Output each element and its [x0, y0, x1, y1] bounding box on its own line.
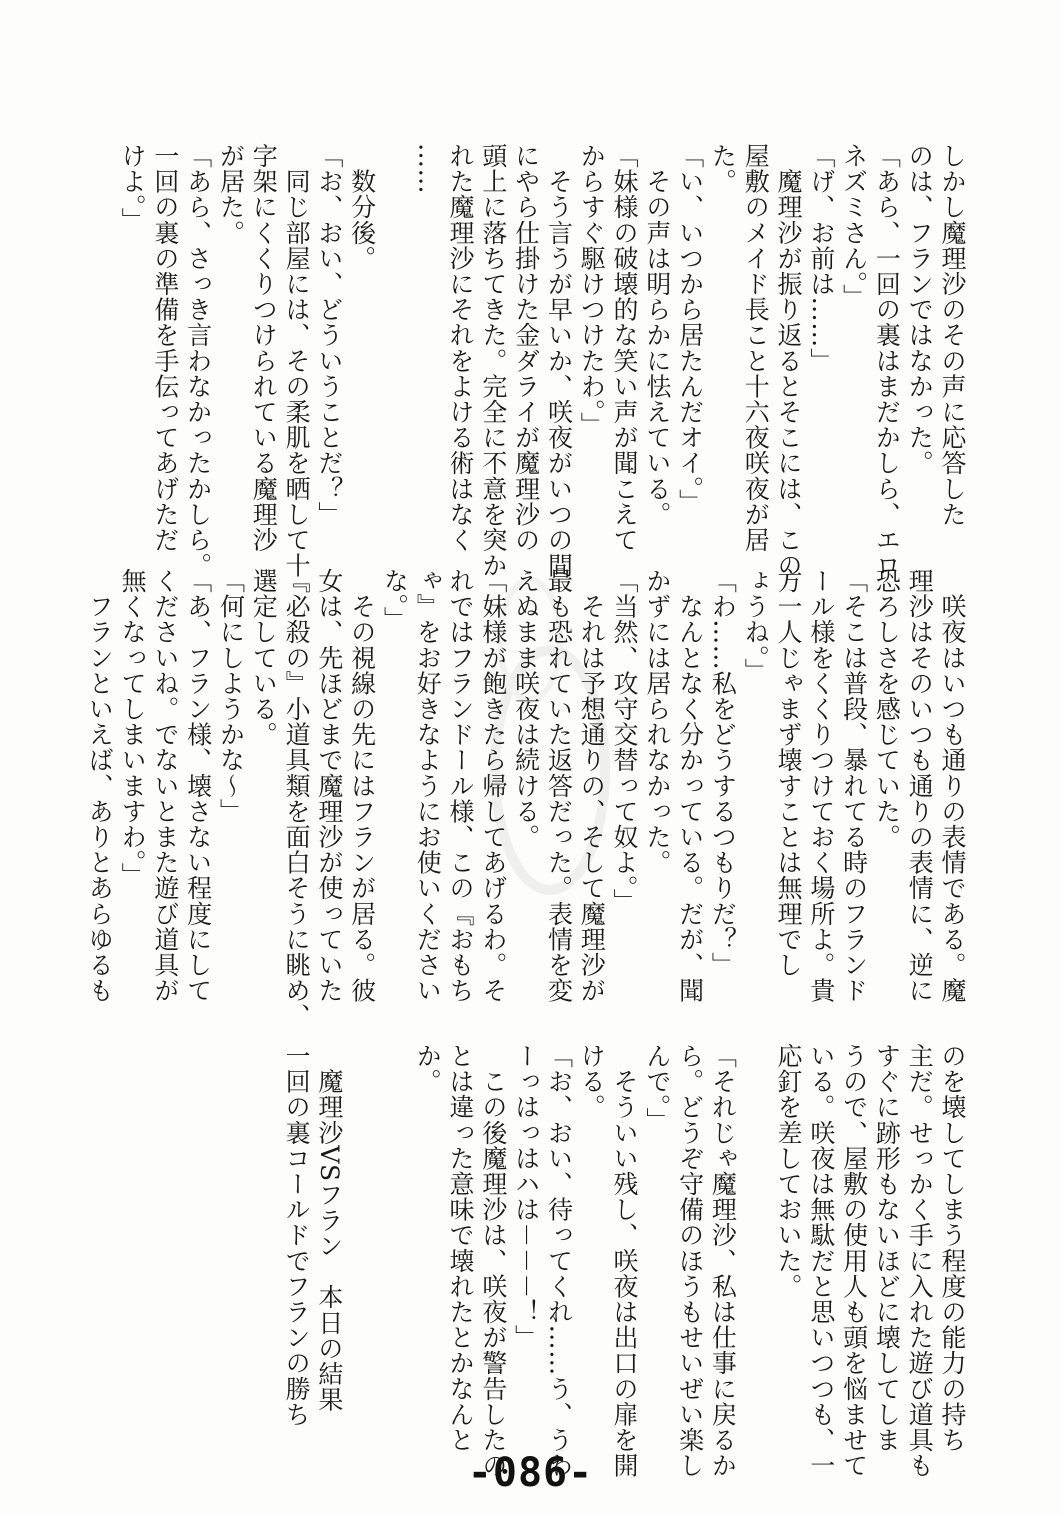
text-line: 「当然、攻守交替って奴よ。」: [610, 568, 640, 914]
text-line: 同じ部屋には、その柔肌を晒して十: [282, 143, 312, 579]
text-line: 無くなってしまいますわ。」: [118, 568, 148, 889]
text-line: 魔理沙が振り返るとそこには、この: [774, 143, 804, 579]
text-line: 主だ。せっかく手に入れた遊び道具も: [905, 1043, 935, 1479]
text-line: うので、屋敷の使用人も頭を悩ませて: [839, 1043, 869, 1479]
text-line: 選定している。: [249, 568, 279, 748]
text-line: 「げ、お前は……」: [806, 143, 836, 374]
text-line: 「お、おい、どういうことだ？」: [314, 143, 344, 527]
text-line: [378, 143, 411, 543]
text-line: それは予想通りの、そして魔理沙が: [577, 568, 607, 1004]
text-block-middle: [82, 568, 968, 1029]
text-line: くださいね。でないとまた遊び道具が: [150, 568, 180, 1004]
text-line: なんとなく分かっている。だが、聞: [675, 568, 705, 1004]
text-line: 「何にしようかな～」: [216, 568, 246, 824]
page-number: -086-: [467, 1450, 594, 1496]
text-line: のを壊してしまう程度の能力の持ち: [938, 1043, 967, 1453]
text-line: しかし魔理沙のその声に応答した: [938, 143, 967, 527]
text-line: フランといえば、ありとあらゆるも: [85, 568, 115, 1004]
text-line: ら。どうぞ守備のほうもせいぜい楽し: [675, 1043, 705, 1479]
text-line: 「あら、さっき言わなかったかしら。: [183, 143, 213, 579]
text-line: すぐに跡形もないほどに壊してしま: [872, 1043, 902, 1453]
text-line: [345, 1043, 378, 1373]
text-line: かずには居られなかった。: [642, 568, 672, 876]
text-line: が居た。: [216, 143, 246, 246]
text-line: 恐ろしさを感じていた。: [872, 568, 902, 850]
text-line: 魔理沙VSフラン 本日の結果: [314, 1043, 344, 1413]
text-line: ゃ』をお好きなようにお使いください: [413, 568, 443, 1004]
text-line: 理沙はそのいつも通りの表情に、逆に: [905, 568, 935, 1004]
text-line: ーっはっはハは－－－！」: [511, 1043, 541, 1351]
text-line: [738, 1043, 771, 1373]
text-line: な。」: [380, 568, 410, 633]
text-line: た。: [708, 143, 738, 195]
text-line: [378, 1043, 411, 1373]
text-line: けよ。」: [118, 143, 148, 233]
text-line: 一回の裏コールドでフランの勝ち: [282, 1043, 312, 1427]
text-line: そういい残し、咲夜は出口の扉を開: [610, 1043, 640, 1479]
text-line: 「い、いつから居たんだオイ。」: [675, 143, 705, 515]
text-line: 「お、おい、待ってくれ……う、うわ: [544, 1043, 574, 1479]
text-line: 一回の裏の準備を手伝ってあげただ: [150, 143, 180, 553]
text-line: 「わ……私をどうするつもりだ？」: [708, 568, 738, 978]
text-line: 「そこは普段、暴れてる時のフランド: [839, 568, 869, 1004]
text-line: ……: [413, 143, 443, 195]
text-line: 数分後。: [347, 143, 377, 271]
text-line: とは違った意味で壊れたとかなんと: [446, 1043, 476, 1453]
text-line: 応釘を差しておいた。: [774, 1043, 804, 1299]
text-line: 咲夜はいつも通りの表情である。魔: [938, 568, 967, 1004]
text-line: のは、フランではなかった。: [905, 143, 935, 476]
text-line: 字架にくくりつけられている魔理沙: [249, 143, 279, 553]
text-line: ける。: [577, 1043, 607, 1120]
text-line: その視線の先にはフランが居る。彼: [347, 568, 377, 1004]
text-line: にやら仕掛けた金ダライが魔理沙の: [511, 143, 541, 553]
text-line: この後魔理沙は、咲夜が警告したの: [478, 1043, 508, 1479]
text-line: 「あ、フラン様、壊さない程度にして: [183, 568, 213, 1004]
text-line: 『必殺の』小道具類を面白そうに眺め、: [282, 568, 312, 1029]
text-line: 「妹様の破壊的な笑い声が聞こえて: [610, 143, 640, 553]
text-line: 最も恐れていた返答だった。表情を変: [544, 568, 574, 1004]
text-block-top: [115, 143, 968, 579]
text-line: 頭上に落ちてきた。完全に不意を突か: [478, 143, 508, 579]
text-line: か。: [413, 1043, 443, 1095]
text-line: その声は明らかに怯えている。: [642, 143, 672, 527]
text-line: いる。咲夜は無駄だと思いつつも、一: [806, 1043, 836, 1479]
text-line: からすぐ駆けつけたわ。」: [577, 143, 607, 438]
text-line: 屋敷のメイド長こと十六夜咲夜が居: [741, 143, 771, 553]
text-line: ネズミさん。」: [839, 143, 869, 310]
text-line: えぬまま咲夜は続ける。: [511, 568, 541, 850]
text-line: 「それじゃ魔理沙、私は仕事に戻るか: [708, 1043, 738, 1479]
text-line: れではフランドール様、この『おもち: [446, 568, 476, 1004]
text-line: 方一人じゃまず壊すことは無理でし: [774, 568, 804, 978]
text-line: 「あら、一回の裏はまだかしら、エロ: [872, 143, 902, 579]
text-line: ょうね。」: [741, 568, 771, 684]
text-line: 「妹様が飽きたら帰してあげるわ。そ: [478, 568, 508, 1004]
text-line: んで。」: [642, 1043, 672, 1133]
text-line: れた魔理沙にそれをよける術はなく: [446, 143, 476, 553]
text-line: ール様をくくりつけておく場所よ。貴: [806, 568, 836, 1004]
text-line: 女は、先ほどまで魔理沙が使っていた: [314, 568, 344, 1004]
text-line: そう言うが早いか、咲夜がいつの間: [544, 143, 574, 579]
